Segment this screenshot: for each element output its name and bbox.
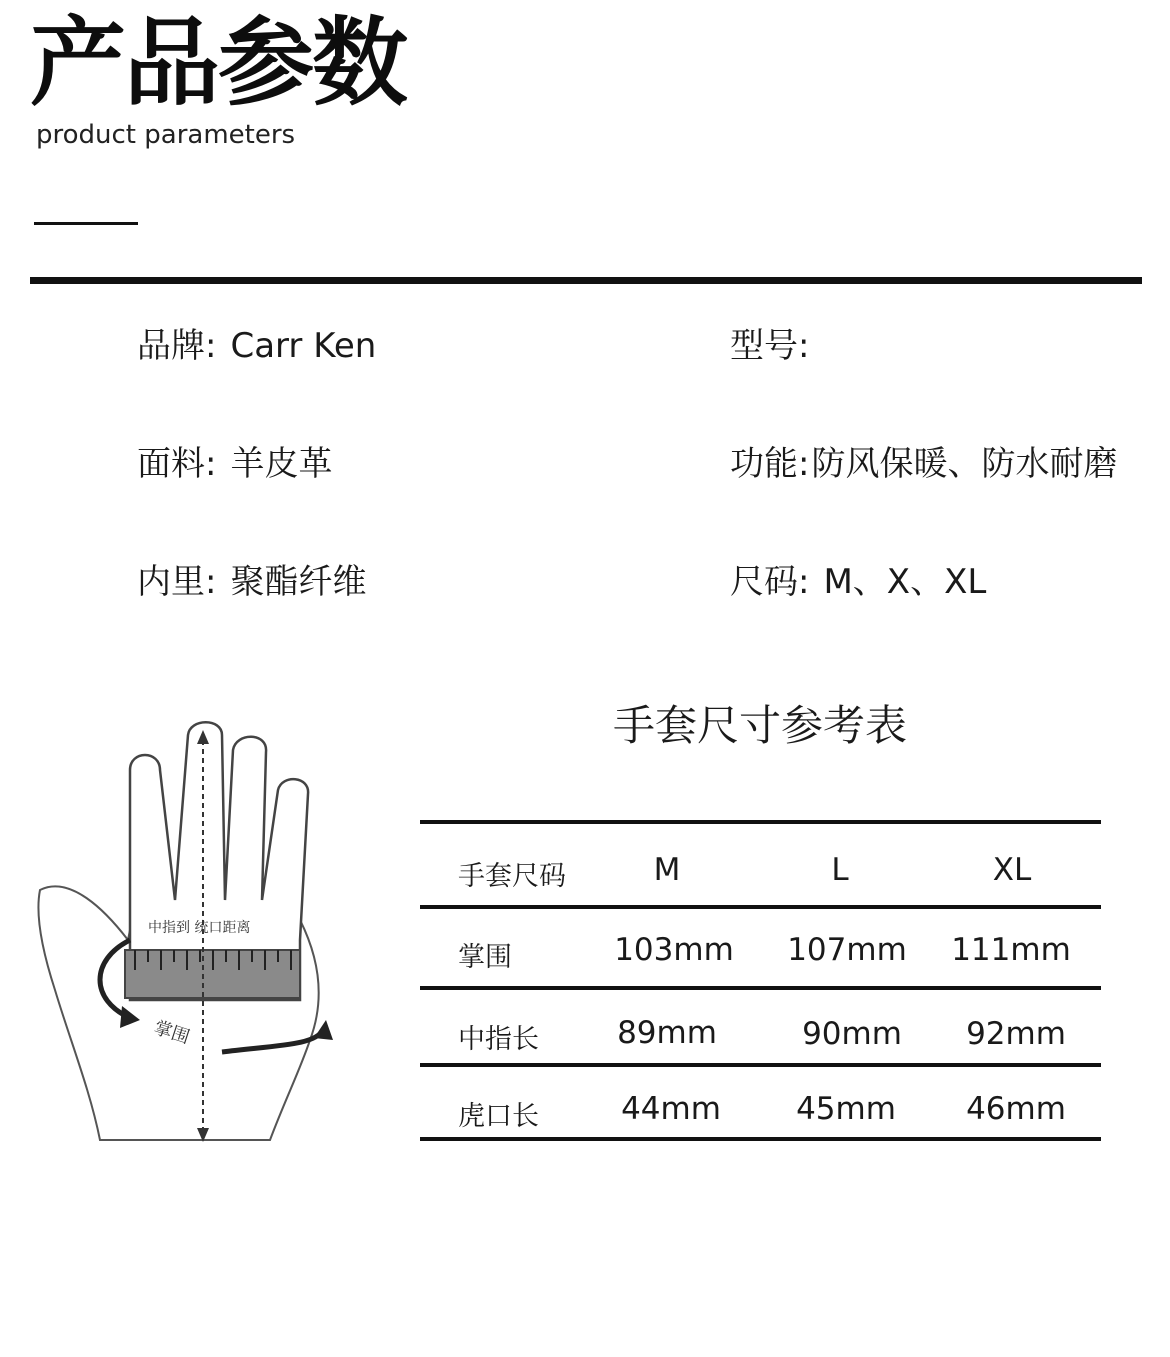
table-cell: 89mm xyxy=(617,1015,717,1051)
param-material-label: 面料: xyxy=(137,444,217,484)
param-material-value: 羊皮革 xyxy=(230,444,333,484)
param-size-label: 尺码: xyxy=(730,562,810,602)
param-lining-label: 内里: xyxy=(137,562,217,602)
table-row-label: 中指长 xyxy=(458,1024,539,1055)
param-brand-label: 品牌: xyxy=(137,326,217,366)
param-material xyxy=(137,444,332,484)
glove-measurement-diagram xyxy=(30,700,360,1160)
table-cell: 46mm xyxy=(966,1091,1066,1127)
table-cell: 103mm xyxy=(614,932,734,968)
table-cell: 111mm xyxy=(951,932,1071,968)
table-cell: 107mm xyxy=(787,932,907,968)
table-rule xyxy=(420,905,1101,909)
page-subtitle: product parameters xyxy=(36,120,296,150)
param-lining xyxy=(137,562,366,602)
param-model xyxy=(730,326,823,366)
arrow-head-right-icon xyxy=(314,1020,333,1040)
param-function-value: 防风保暖、防水耐磨 xyxy=(811,444,1118,484)
table-cell: 90mm xyxy=(802,1016,902,1052)
param-lining-value: 聚酯纤维 xyxy=(230,562,367,602)
param-brand-value: Carr Ken xyxy=(230,326,377,366)
table-cell: 44mm xyxy=(621,1091,721,1127)
section-divider xyxy=(30,277,1142,284)
param-model-label: 型号: xyxy=(730,326,810,366)
table-header-col: L xyxy=(831,852,849,888)
title-underline xyxy=(34,222,138,225)
param-size xyxy=(730,562,986,602)
table-header-label: 手套尺码 xyxy=(458,861,566,892)
page-title: 产品参数 xyxy=(30,7,406,119)
palm-label: 掌围 xyxy=(151,1017,193,1049)
table-header-col: M xyxy=(653,852,681,888)
table-cell: 45mm xyxy=(796,1091,896,1127)
table-bottom-rule xyxy=(420,1137,1101,1141)
table-top-rule xyxy=(420,820,1101,824)
table-header-col: XL xyxy=(992,852,1032,888)
table-row-label: 虎口长 xyxy=(458,1101,539,1132)
param-size-value: M、X、XL xyxy=(823,562,987,602)
param-function-label: 功能: xyxy=(730,444,810,484)
length-label: 中指到 统口距离 xyxy=(148,920,251,936)
table-rule xyxy=(420,1063,1101,1067)
table-rule xyxy=(420,986,1101,990)
table-row-label: 掌围 xyxy=(458,942,512,973)
param-brand xyxy=(137,326,376,366)
size-table-title: 手套尺寸参考表 xyxy=(612,701,907,750)
param-function xyxy=(730,444,1117,484)
table-cell: 92mm xyxy=(966,1016,1066,1052)
